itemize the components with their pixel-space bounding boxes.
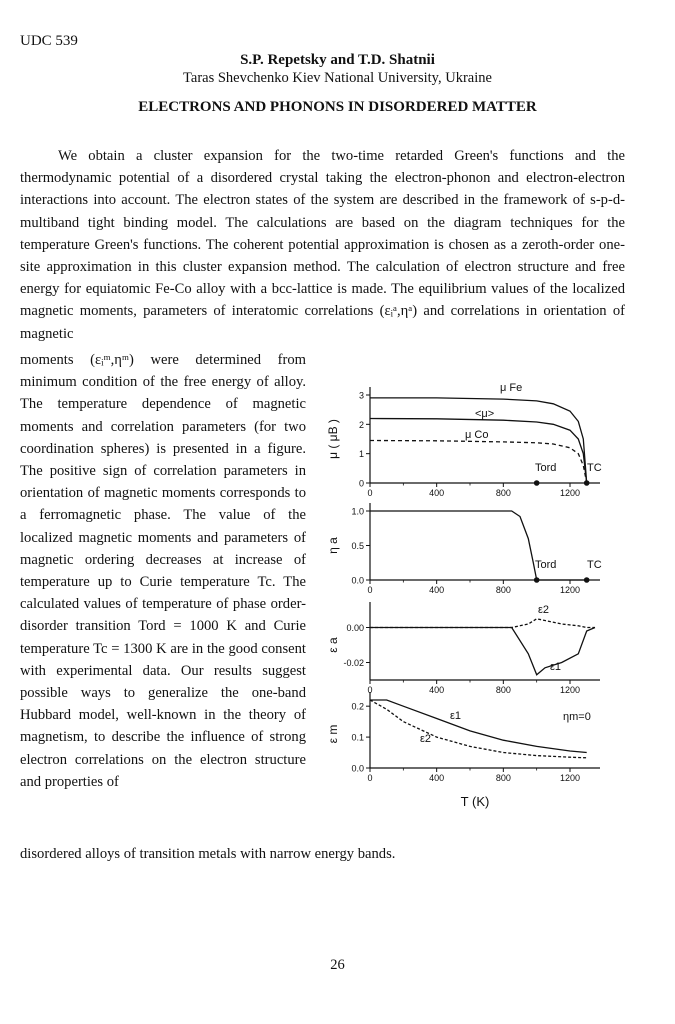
y-axis-label: μ ( μB ) bbox=[326, 419, 340, 459]
y-axis-label: η a bbox=[326, 537, 340, 554]
series-label: ε1 bbox=[450, 710, 462, 722]
panel-4 bbox=[326, 692, 600, 783]
series-label: Tord bbox=[535, 559, 557, 571]
affiliation: Taras Shevchenko Kiev National University, Ukraine bbox=[183, 70, 492, 86]
series-label: μ Co bbox=[465, 429, 489, 441]
x-tick-label: 400 bbox=[429, 585, 445, 595]
y-tick-label: 1 bbox=[358, 449, 364, 460]
y-tick-label: 0.0 bbox=[351, 575, 364, 586]
series-label: ε2 bbox=[538, 604, 550, 616]
panel-3 bbox=[326, 602, 600, 695]
series-label: TC bbox=[587, 462, 602, 474]
series-label: Tord bbox=[535, 462, 557, 474]
series-label: ηm=0 bbox=[563, 711, 591, 723]
series-line-2 bbox=[370, 619, 595, 628]
panel-1 bbox=[326, 382, 602, 498]
series-line-1 bbox=[370, 700, 587, 753]
y-tick-label: 0.5 bbox=[351, 541, 364, 551]
page-number: 26 bbox=[330, 957, 345, 973]
paper-title: ELECTRONS AND PHONONS IN DISORDERED MATTER bbox=[138, 99, 537, 115]
y-tick-label: 2 bbox=[358, 419, 364, 430]
x-tick-label: 800 bbox=[495, 773, 511, 783]
x-tick-label: 400 bbox=[429, 488, 445, 498]
x-tick-label: 800 bbox=[495, 488, 511, 498]
authors: S.P. Repetsky and T.D. Shatnii bbox=[240, 52, 435, 68]
abstract-paragraph-2: moments (εᵢᵐ,ηᵐ) were determined from minimum condition of the free energy of alloy. The temperature dependence of magnetic moments and correlation parameters (for two coordination spheres) is presented in a figure. The positive sign of correlation parameters in orientation of magnetic moments corresponds to a ferromagnetic phase. The value of the localized magnetic moments and parameters of magnetic ordering decreases at increase of temperature up to Curie temperature Tc. The calculated values of temperature of phase order-disorder transition Tord = 1000 K and Curie temperature Tc = 1300 K are in the good consent with experimental data. Our results suggest possible ways to generalize the one-band Hubbard model, well-known in the theory of magnetism, to describe the influence of strong electron correlations on the electron structure and properties of bbox=[20, 352, 306, 790]
y-tick-label: 0.00 bbox=[346, 623, 364, 633]
marker-tc bbox=[584, 577, 590, 583]
udc-code: UDC 539 bbox=[20, 33, 78, 49]
series-line-1 bbox=[370, 628, 595, 675]
x-tick-label: 800 bbox=[495, 685, 511, 695]
x-tick-label: 800 bbox=[495, 585, 511, 595]
marker-tord bbox=[534, 480, 540, 486]
x-tick-label: 400 bbox=[429, 773, 445, 783]
temperature-dependence-figure bbox=[325, 380, 615, 810]
abstract-paragraph-1: We obtain a cluster expansion for the two-time retarded Green's functions and the thermodynamic potential of a disordered crystal taking the electron-phonon and electron-electron interactions into account. The electron states of the system are described in the framework of s-p-d-multiband tight binding model. The calculations are based on the diagram techniques for the temperature Green's functions. The coherent potential approximation is chosen as a zeroth-order one-site approximation in this cluster expansion method. The calculation of electron structure and free energy for equiatomic Fe-Co alloy with a bcc-lattice is made. The equilibrium values of the localized magnetic moments, parameters of interatomic correlations (εᵢᵃ,ηᵃ) and correlations in orientation of magnetic bbox=[20, 148, 625, 342]
marker-tord bbox=[534, 577, 540, 583]
y-tick-label: 1.0 bbox=[351, 506, 364, 517]
x-tick-label: 0 bbox=[367, 773, 373, 783]
y-tick-label: 0.2 bbox=[351, 701, 364, 712]
y-tick-label: 0.0 bbox=[351, 763, 364, 774]
x-tick-label: 1200 bbox=[559, 488, 581, 498]
series-label: ε1 bbox=[550, 661, 562, 673]
marker-tc bbox=[584, 480, 590, 486]
x-tick-label: 0 bbox=[367, 585, 373, 595]
y-tick-label: -0.02 bbox=[343, 658, 364, 668]
x-tick-label: 1200 bbox=[559, 773, 581, 783]
series-label: TC bbox=[587, 559, 602, 571]
y-tick-label: 0.1 bbox=[351, 732, 364, 743]
x-tick-label: 1200 bbox=[559, 685, 581, 695]
x-tick-label: 1200 bbox=[559, 585, 581, 595]
x-tick-label: 0 bbox=[367, 488, 373, 498]
x-axis-label: T (K) bbox=[460, 794, 490, 809]
series-label: μ Fe bbox=[500, 382, 523, 394]
panel-2 bbox=[326, 503, 602, 595]
abstract-paragraph-3: disordered alloys of transition metals with narrow energy bands. bbox=[20, 846, 396, 862]
series-label: ε2 bbox=[420, 733, 432, 745]
y-axis-label: ε m bbox=[326, 724, 340, 744]
series-label: <μ> bbox=[475, 408, 495, 420]
x-tick-label: 0 bbox=[367, 685, 373, 695]
x-tick-label: 400 bbox=[429, 685, 445, 695]
y-axis-label: ε a bbox=[326, 637, 340, 653]
y-tick-label: 3 bbox=[358, 390, 364, 401]
y-tick-label: 0 bbox=[358, 478, 364, 489]
